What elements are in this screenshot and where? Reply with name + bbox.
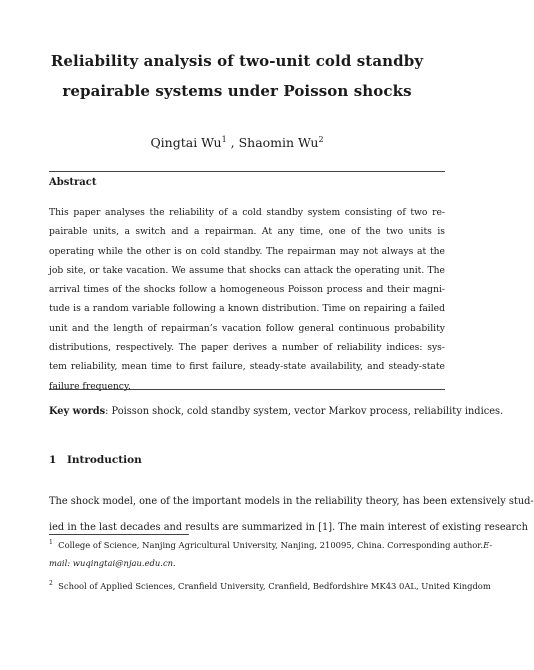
footnote-mark: 1 (49, 539, 53, 546)
abstract-line: operating while the other is on cold standby. The repairman may not always at the (49, 245, 445, 257)
keywords-text: : Poisson shock, cold standby system, vector Markov process, reliability indices. (105, 406, 504, 417)
footnote-1-line-2: mail: wuqingtai@njau.edu.cn. (49, 557, 176, 568)
author-list (0, 135, 474, 150)
keywords (49, 406, 504, 417)
author-affiliation-mark: 2 (318, 135, 324, 144)
keywords-label: Key words (49, 406, 106, 417)
abstract-line: tude is a random variable following a known distribution. Time on repairing a failed (49, 303, 445, 315)
section-heading-introduction (49, 454, 142, 466)
footnote-2-text: School of Applied Sciences, Cranfield University, Cranfield, Bedfordshire MK43 0AL, United Kingdom (58, 581, 491, 591)
body-line: The shock model, one of the important models in the reliability theory, has been extensively stud- (49, 496, 534, 507)
footnote-2 (49, 575, 491, 596)
abstract-line: pairable units, a switch and a repairman. At any time, one of the two units is (49, 226, 445, 238)
footnote-1-line-1 (49, 534, 493, 555)
abstract-body (49, 203, 445, 396)
abstract-line: unit and the length of repairman’s vacation follow general continuous probability (49, 322, 445, 334)
body-line: ied in the last decades and results are summarized in [1]. The main interest of existing research (49, 521, 528, 533)
paper-title-line-1: Reliability analysis of two-unit cold standby (50, 52, 424, 70)
abstract-top-rule (49, 171, 445, 172)
abstract-line: distributions, respectively. The paper derives a number of reliability indices: sys- (49, 342, 445, 354)
footnote-1-text: College of Science, Nanjing Agricultural University, Nanjing, 210095, China. Corresponding author. (58, 540, 484, 550)
footnotes (49, 534, 493, 596)
abstract-line: failure frequency. (49, 380, 131, 392)
introduction-body (49, 489, 534, 540)
footnote-1-email-label: E- (483, 540, 493, 550)
footnote-mark: 2 (49, 580, 53, 587)
abstract-heading: Abstract (49, 177, 97, 188)
author-affiliation-mark: 1 (221, 135, 227, 144)
author-name: Qingtai Wu (150, 135, 222, 150)
abstract-line: tem reliability, mean time to first failure, steady-state availability, and steady-state (49, 361, 445, 373)
abstract-line: arrival times of the shocks follow a homogeneous Poisson process and their magni- (49, 284, 445, 296)
author-separator: , (226, 135, 239, 150)
section-number: 1 (49, 454, 57, 466)
abstract-line: job site, or take vacation. We assume that shocks can attack the operating unit. The (49, 264, 445, 276)
author-name: Shaomin Wu (238, 135, 319, 150)
abstract-line: This paper analyses the reliability of a cold standby system consisting of two re- (49, 207, 445, 218)
paper-title-line-2: repairable systems under Poisson shocks (62, 82, 412, 100)
abstract-bottom-rule (49, 389, 445, 390)
section-title: Introduction (67, 454, 142, 466)
